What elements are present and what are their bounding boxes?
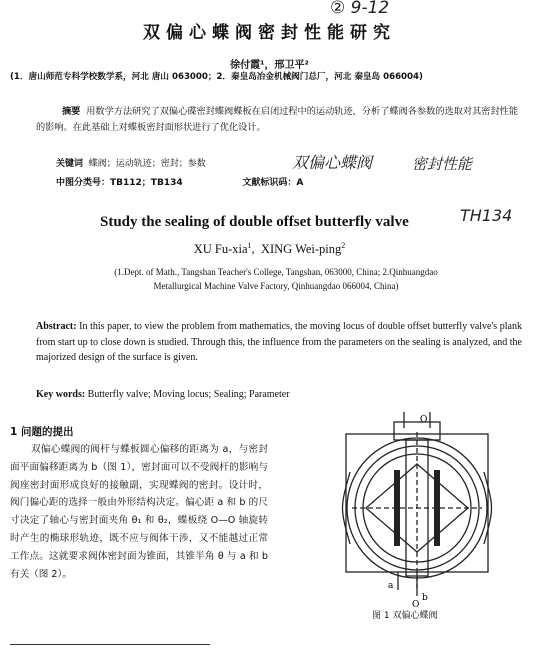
author-1-sup: 1 — [247, 241, 252, 250]
footnote-rule — [10, 644, 210, 645]
class-number-value: TB112；TB134 — [110, 178, 183, 188]
author-1: XU Fu-xia — [193, 242, 248, 257]
section-1-paragraph: 双偏心蝶阀的阀杆与蝶板圆心偏移的距离为 a，与密封面平面偏移距离为 b（图 1），密封面可以不受阀杆的影响与阀座密封面形成良好的接触副，实现蝶阀的密封。设计时，阀门偏心距的选择一般由外形结构决定。偏心距 a 和 b 的尺寸决定了轴心与密封面夹角 θ₁ 和 θ₂，蝶板绕 O—O 轴旋转时产生的椭球形轨迹，既不应与阀体干涉，又不能越过正常工作点。这就要求阀体密封面为锥面，其锥半角 θ 与 a 和 b 有关（图 2）。 — [10, 444, 268, 580]
doc-code-value: A — [296, 178, 304, 188]
disc-hatch-left — [394, 470, 400, 546]
section-1-heading: 1 问题的提出 — [10, 426, 74, 438]
label-O-top: O — [420, 415, 428, 425]
figure-caption: 图 1 双偏心蝶阀 — [372, 611, 438, 621]
section-1-body — [10, 441, 268, 583]
english-keywords-value: Butterfly valve; Moving locus; Sealing; Parameter — [87, 389, 290, 400]
author-2: XING Wei-ping — [260, 242, 342, 257]
english-abstract — [36, 319, 522, 366]
chinese-keywords-value: 蝶阀；运动轨迹；密封；参数 — [88, 159, 206, 169]
chinese-affiliation: (1．唐山师范专科学校数学系，河北 唐山 063000；2．秦皇岛冶金机械阀门总厂，河北 秦皇岛 066004) — [10, 72, 423, 82]
chinese-abstract-label: 摘要 — [62, 106, 81, 117]
english-keywords — [36, 389, 290, 400]
english-affiliation — [28, 265, 524, 293]
disc-hatch-right — [434, 470, 440, 546]
english-title: Study the sealing of double offset butterfly valve — [100, 214, 409, 230]
handwritten-page-number: ② 9-12 — [330, 0, 390, 18]
valve-figure — [332, 412, 502, 608]
chinese-keywords-label: 关键词 — [56, 159, 84, 169]
english-authors: XU Fu-xia$^1$, XING Wei-ping$^2$ — [193, 241, 346, 257]
classification-line — [56, 175, 303, 188]
chinese-abstract — [36, 104, 524, 136]
handwritten-keyword-note-2: 密封性能 — [412, 155, 473, 173]
handwritten-keyword-note-1: 双偏心蝶阀 — [292, 153, 373, 172]
chinese-authors: 徐付霞¹，邢卫平² — [230, 60, 309, 71]
english-keywords-label: Key words: — [36, 389, 86, 400]
english-affiliation-line-2: Metallurgical Machine Valve Factory, Qinhuangdao 066004, China) — [153, 281, 399, 291]
class-number-label: 中图分类号： — [56, 178, 111, 188]
english-affiliation-line-1: (1.Dept. of Math., Tangshan Teacher's College, Tangshan, 063000, China; 2.Qinhuangdao — [114, 267, 438, 277]
doc-code-label: 文献标识码： — [242, 178, 297, 188]
english-abstract-text: In this paper, to view the problem from mathematics, the moving locus of double offset butterfly valve's plank from start up to close down is studied. Through this, the influence from the parameters on the sealing is analyzed, and the majorized design of the surface is given. — [36, 321, 522, 363]
handwritten-class-note: TH134 — [460, 206, 513, 225]
author-2-sup: 2 — [341, 241, 346, 250]
chinese-abstract-text: 用数学方法研究了双偏心碟密封蝶阀蝶板在启闭过程中的运动轨迹，分析了蝶阀各参数的选取对其密封性能的影响。在此基础上对蝶板密封面形状进行了优化设计。 — [36, 106, 519, 133]
chinese-title: 双偏心蝶阀密封性能研究 — [143, 23, 396, 43]
chinese-keywords — [56, 156, 206, 169]
label-a: a — [388, 581, 394, 591]
label-O-bottom: O — [412, 600, 420, 608]
stem-flange — [394, 422, 440, 440]
label-b: b — [422, 593, 428, 603]
english-abstract-label: Abstract: — [36, 321, 77, 332]
